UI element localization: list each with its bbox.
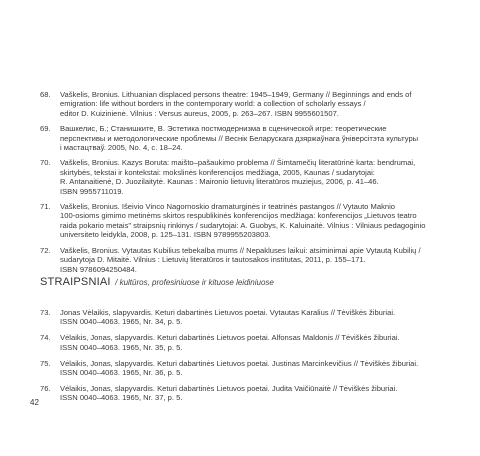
entry-number: 69. <box>40 124 51 134</box>
entry-text <box>60 384 440 403</box>
entry-number: 74. <box>40 333 51 343</box>
entry-number: 71. <box>40 202 51 212</box>
entry-number: 73. <box>40 308 51 317</box>
entry-line: Vėlaikis, Jonas, slapyvardis. Keturi dabartinės Lietuvos poetai. Alfonsas Maldonis // Tėviškės žiburiai. <box>60 333 400 343</box>
entry-number: 68. <box>40 90 51 99</box>
entry-text <box>60 308 440 327</box>
entry-line: R. Antanaitienė, D. Juozilaitytė. Kaunas : Maironio lietuvių literatūros muziejus, 2006, p. 41–46. <box>60 177 379 187</box>
entry-line: Vaškelis, Bronius. Vytautas Kubilius tebekalba mums // Nepakluses laikui: atsiminimai apie Vytautą Kubilių / <box>60 245 421 255</box>
entry-line: Vėlaikis, Jonas, slapyvardis. Keturi dabartinės Lietuvos poetai. Justinas Marcinkevičius // Tėviškės žiburiai. <box>60 358 419 368</box>
entry-text <box>60 90 440 118</box>
entry-line: Вашкелис, Б.; Станишките, В. Эстетика постмодернизма в сценической игре: теоретические <box>60 124 387 134</box>
entry-line: raida pokario metais" straipsnių rinkinys / sudarytojai: A. Guobys, K. Kaluinaitė. Vilnius : Vilniaus pedagoginio <box>60 220 426 230</box>
bibliography-entry <box>40 308 440 327</box>
entry-line: skirtybės, tekstai ir kontekstai: mokslinės konferencijos medžiaga, 2005, Kaunas / sudarytojai: <box>60 167 375 177</box>
entry-line: Vaškelis, Bronius. Išeivio Vinco Nagornoskio dramaturginės ir teatrinės pastangos // Vytauto Maknio <box>60 202 395 212</box>
entry-line: ISBN 9786094250484. <box>60 264 137 274</box>
entry-line: 100-osioms gimimo metinėms skirtos respublikinės konferencijos medžiaga: konferencijos „Lietuvos teatro <box>60 211 417 221</box>
entry-line: Vaškelis, Bronius. Lithuanian displaced persons theatre: 1945–1949, Germany // Beginnings and ends of <box>60 90 412 99</box>
entry-number: 76. <box>40 383 51 393</box>
bibliography-entry <box>40 359 440 378</box>
entry-line: Vėlaikis, Jonas, slapyvardis. Keturi dabartinės Lietuvos poetai. Judita Vaičiūnaitė // Tėviškės žiburiai. <box>60 383 398 393</box>
entry-line: ISSN 0040–4063. 1965, Nr. 36, p. 5. <box>60 368 183 378</box>
entry-text <box>60 124 440 152</box>
entry-number: 70. <box>40 158 51 168</box>
entry-number: 75. <box>40 358 51 368</box>
entry-text <box>60 246 440 274</box>
bibliography-entry <box>40 384 440 403</box>
bibliography-list <box>40 90 440 280</box>
entry-line: ISSN 0040–4063. 1965, Nr. 37, p. 5. <box>60 393 183 403</box>
section-subtitle: / kultūros, profesiniuose ir kituose leidiniuose <box>115 278 274 287</box>
entry-text <box>60 158 440 196</box>
entry-number: 72. <box>40 245 51 255</box>
entry-line: ISBN 9955711019. <box>60 186 124 196</box>
entry-line: ISSN 0040–4063. 1965, Nr. 34, p. 5. <box>60 317 183 327</box>
section-title: STRAIPSNIAI <box>40 276 111 288</box>
bibliography-entry <box>40 124 440 152</box>
articles-list <box>40 308 440 409</box>
entry-line: universiteto leidykla, 2008, p. 125–131. ISBN 9789955203803. <box>60 230 271 240</box>
entry-line: emigration: life without borders in the contemporary world: a collection of scholarly essays / <box>60 99 366 109</box>
entry-line: sudarytoja D. Mitaitė. Vilnius : Lietuvių literatūros ir tautosakos institutas, 2011, p. 155–171. <box>60 255 366 265</box>
entry-line: і мастацтваў. 2005, No. 4, c. 18–24. <box>60 143 183 153</box>
entry-line: перспективы и методологические проблемы // Веснік Беларускага дзяржаўнага ўніверсітэта культуры <box>60 133 419 143</box>
bibliography-entry <box>40 90 440 118</box>
page-number: 42 <box>30 398 39 407</box>
bibliography-entry <box>40 246 440 274</box>
entry-text <box>60 202 440 240</box>
bibliography-entry <box>40 158 440 196</box>
section-heading <box>40 272 440 290</box>
entry-line: ISSN 0040–4063. 1965, Nr. 35, p. 5. <box>60 342 183 352</box>
entry-line: Vaškelis, Bronius. Kazys Boruta: maišto–pašaukimo problema // Šimtamečių literatūrinė karta: bendrumai, <box>60 158 416 168</box>
bibliography-entry <box>40 202 440 240</box>
entry-line: Jonas Vėlaikis, slapyvardis. Keturi dabartinės Lietuvos poetai. Vytautas Karalius // Tėviškės žiburiai. <box>60 308 396 317</box>
bibliography-entry <box>40 333 440 352</box>
entry-text <box>60 333 440 352</box>
entry-text <box>60 359 440 378</box>
entry-line: editor D. Kuizinienė. Vilnius : Versus aureus, 2005, p. 263–267. ISBN 9955601507. <box>60 108 339 118</box>
